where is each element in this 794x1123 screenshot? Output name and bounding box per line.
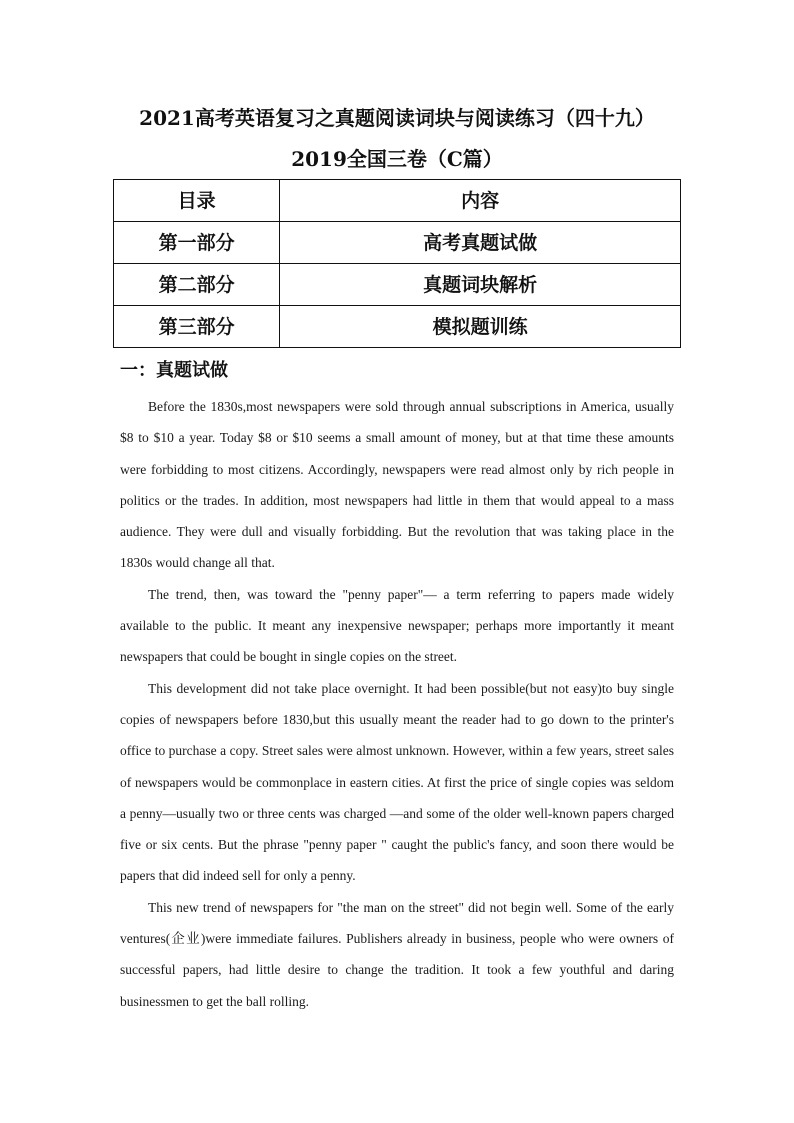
passage-paragraph: The trend, then, was toward the "penny paper"— a term referring to papers made widely available to the public. It meant any inexpensive newspaper; perhaps more importantly it meant newspapers that could be bought in single copies on the street. bbox=[120, 586, 674, 665]
table-row bbox=[114, 222, 681, 264]
table-header-row bbox=[114, 180, 681, 222]
reading-passage bbox=[120, 391, 674, 1017]
passage-paragraph: This new trend of newspapers for "the man on the street" did not begin well. Some of the early ventures(企业)were immediate failures. Publishers already in business, people who were owners of successful papers, had little desire to change the tradition. It took a few youthful and daring businessmen to get the ball rolling. bbox=[120, 899, 674, 1009]
table-row bbox=[114, 264, 681, 306]
document-subtitle: 2019全国三卷（C篇） bbox=[291, 147, 503, 171]
table-cell-content: 高考真题试做 bbox=[280, 222, 681, 264]
table-cell-part: 第二部分 bbox=[114, 264, 280, 306]
section-heading: 一：真题试做 bbox=[120, 360, 228, 381]
column-header-catalog: 目录 bbox=[114, 180, 280, 222]
table-row bbox=[114, 306, 681, 348]
column-header-content: 内容 bbox=[280, 180, 681, 222]
table-cell-part: 第一部分 bbox=[114, 222, 280, 264]
table-cell-part: 第三部分 bbox=[114, 306, 280, 348]
passage-paragraph: Before the 1830s,most newspapers were sold through annual subscriptions in America, usually $8 to $10 a year. Today $8 or $10 seems a small amount of money, but at that time these amounts were forbidding to most citizens. Accordingly, newspapers were read almost only by rich people in politics or the trades. In addition, most newspapers had little in them that would appeal to a mass audience. They were dull and visually forbidding. But the revolution that was taking place in the 1830s would change all that. bbox=[120, 399, 674, 571]
table-of-contents bbox=[113, 179, 681, 348]
document-title: 2021高考英语复习之真题阅读词块与阅读练习（四十九） bbox=[139, 106, 655, 130]
table-cell-content: 真题词块解析 bbox=[280, 264, 681, 306]
table-cell-content: 模拟题训练 bbox=[280, 306, 681, 348]
passage-paragraph: This development did not take place overnight. It had been possible(but not easy)to buy single copies of newspapers before 1830,but this usually meant the reader had to go down to the printer's office to purchase a copy. Street sales were almost unknown. However, within a few years, street sales of newspapers would be commonplace in eastern cities. At first the price of single copies was seldom a penny—usually two or three cents was charged —and some of the older well-known papers charged five or six cents. But the phrase "penny paper " caught the public's fancy, and soon there would be papers that did indeed sell for only a penny. bbox=[120, 680, 674, 884]
